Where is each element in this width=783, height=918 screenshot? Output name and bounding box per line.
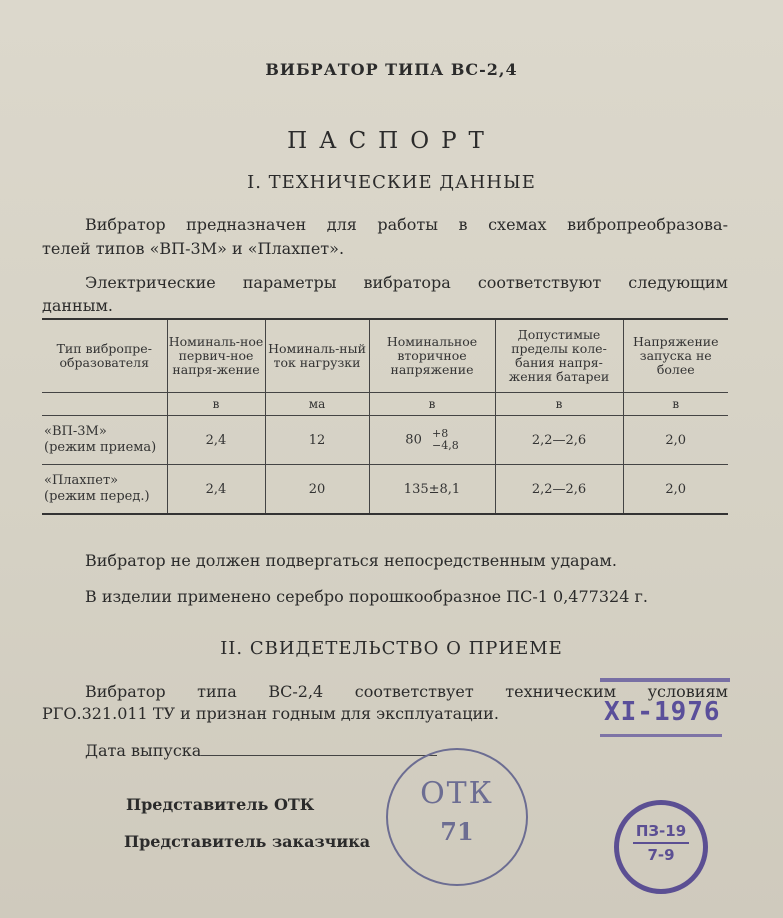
otk-stamp [386, 748, 528, 886]
release-date-label: Дата выпуска [85, 741, 202, 760]
release-date-row [85, 738, 437, 763]
customer-rep-label: Представитель заказчика [124, 832, 371, 851]
otk-stamp-text: ОТК [420, 776, 494, 811]
start-cell: 2,0 [623, 465, 728, 515]
secondary-cell: 135±8,1 [369, 465, 495, 515]
product-title: ВИБРАТОР ТИПА ВС-2,4 [265, 60, 518, 79]
start-cell: 2,0 [623, 416, 728, 465]
para1-line1: Вибратор предназначен для работы в схемах вибропреобразова- [85, 215, 728, 234]
acceptance-line1: Вибратор типа ВС-2,4 соответствует техническим условиям [85, 682, 728, 701]
current-cell: 20 [265, 465, 369, 515]
type-mode: (режим приема) [44, 440, 157, 455]
type-name: «Плахпет» [44, 473, 119, 488]
header-type: Тип вибропре-образователя [56, 341, 152, 370]
type-cell [42, 416, 167, 465]
unit-cell: в [495, 393, 623, 416]
table-row [42, 465, 728, 515]
customer-stamp-top: ПЗ-19 [635, 822, 687, 840]
unit-cell: в [623, 393, 728, 416]
para2-line2: данным. [42, 296, 113, 315]
para1-line2: телей типов «ВП-3М» и «Плахпет». [42, 239, 345, 258]
header-load-current: Номиналь-ный ток нагрузки [265, 319, 369, 393]
section2-heading: II. СВИДЕТЕЛЬСТВО О ПРИЕМЕ [220, 638, 563, 659]
secondary-cell [369, 416, 495, 465]
note-shock: Вибратор не должен подвергаться непосредственным ударам. [85, 551, 617, 570]
note-silver: В изделии применено серебро порошкообразное ПС-1 0,477324 г. [85, 587, 648, 606]
acceptance-line2: РГО.321.011 ТУ и признан годным для эксплуатации. [42, 704, 499, 723]
date-stamp: XI-1976 [604, 697, 721, 727]
tolerance [432, 428, 459, 452]
table-header-row [42, 319, 728, 393]
limits-cell: 2,2—2,6 [495, 465, 623, 515]
otk-rep-label: Представитель ОТК [126, 795, 315, 814]
technical-data-table [42, 318, 728, 515]
header-start-voltage: Напряжение запуска не более [623, 319, 728, 393]
header-primary-voltage: Номиналь-ное первич-ное напря-жение [167, 319, 265, 393]
unit-cell: ма [265, 393, 369, 416]
type-name: «ВП-3М» [44, 424, 107, 439]
section1-heading: I. ТЕХНИЧЕСКИЕ ДАННЫЕ [247, 172, 536, 193]
primary-cell: 2,4 [167, 465, 265, 515]
header-battery-limits: Допустимые пределы коле-бания напря-жения батареи [495, 319, 623, 393]
passport-title: ПАСПОРТ [287, 128, 496, 154]
stamp-underline [600, 734, 722, 737]
primary-cell: 2,4 [167, 416, 265, 465]
current-cell: 12 [265, 416, 369, 465]
type-mode: (режим перед.) [44, 489, 150, 504]
limits-cell: 2,2—2,6 [495, 416, 623, 465]
customer-stamp-divider [633, 842, 689, 844]
unit-cell: в [167, 393, 265, 416]
stamp-strike-line [600, 678, 730, 682]
unit-cell [42, 393, 167, 416]
secondary-value: 80 [405, 432, 422, 448]
table-row [42, 416, 728, 465]
customer-stamp [614, 800, 708, 894]
tolerance-minus: −4,8 [431, 439, 459, 452]
header-secondary-voltage: Номинальное вторичное напряжение [369, 319, 495, 393]
otk-stamp-number: 71 [440, 817, 474, 846]
tolerance-plus: +8 [431, 427, 449, 440]
table-unit-row [42, 393, 728, 416]
para2-line1: Электрические параметры вибратора соответствуют следующим [85, 273, 728, 292]
type-cell [42, 465, 167, 515]
unit-cell: в [369, 393, 495, 416]
customer-stamp-bottom: 7-9 [647, 846, 675, 864]
release-date-line [201, 739, 437, 756]
